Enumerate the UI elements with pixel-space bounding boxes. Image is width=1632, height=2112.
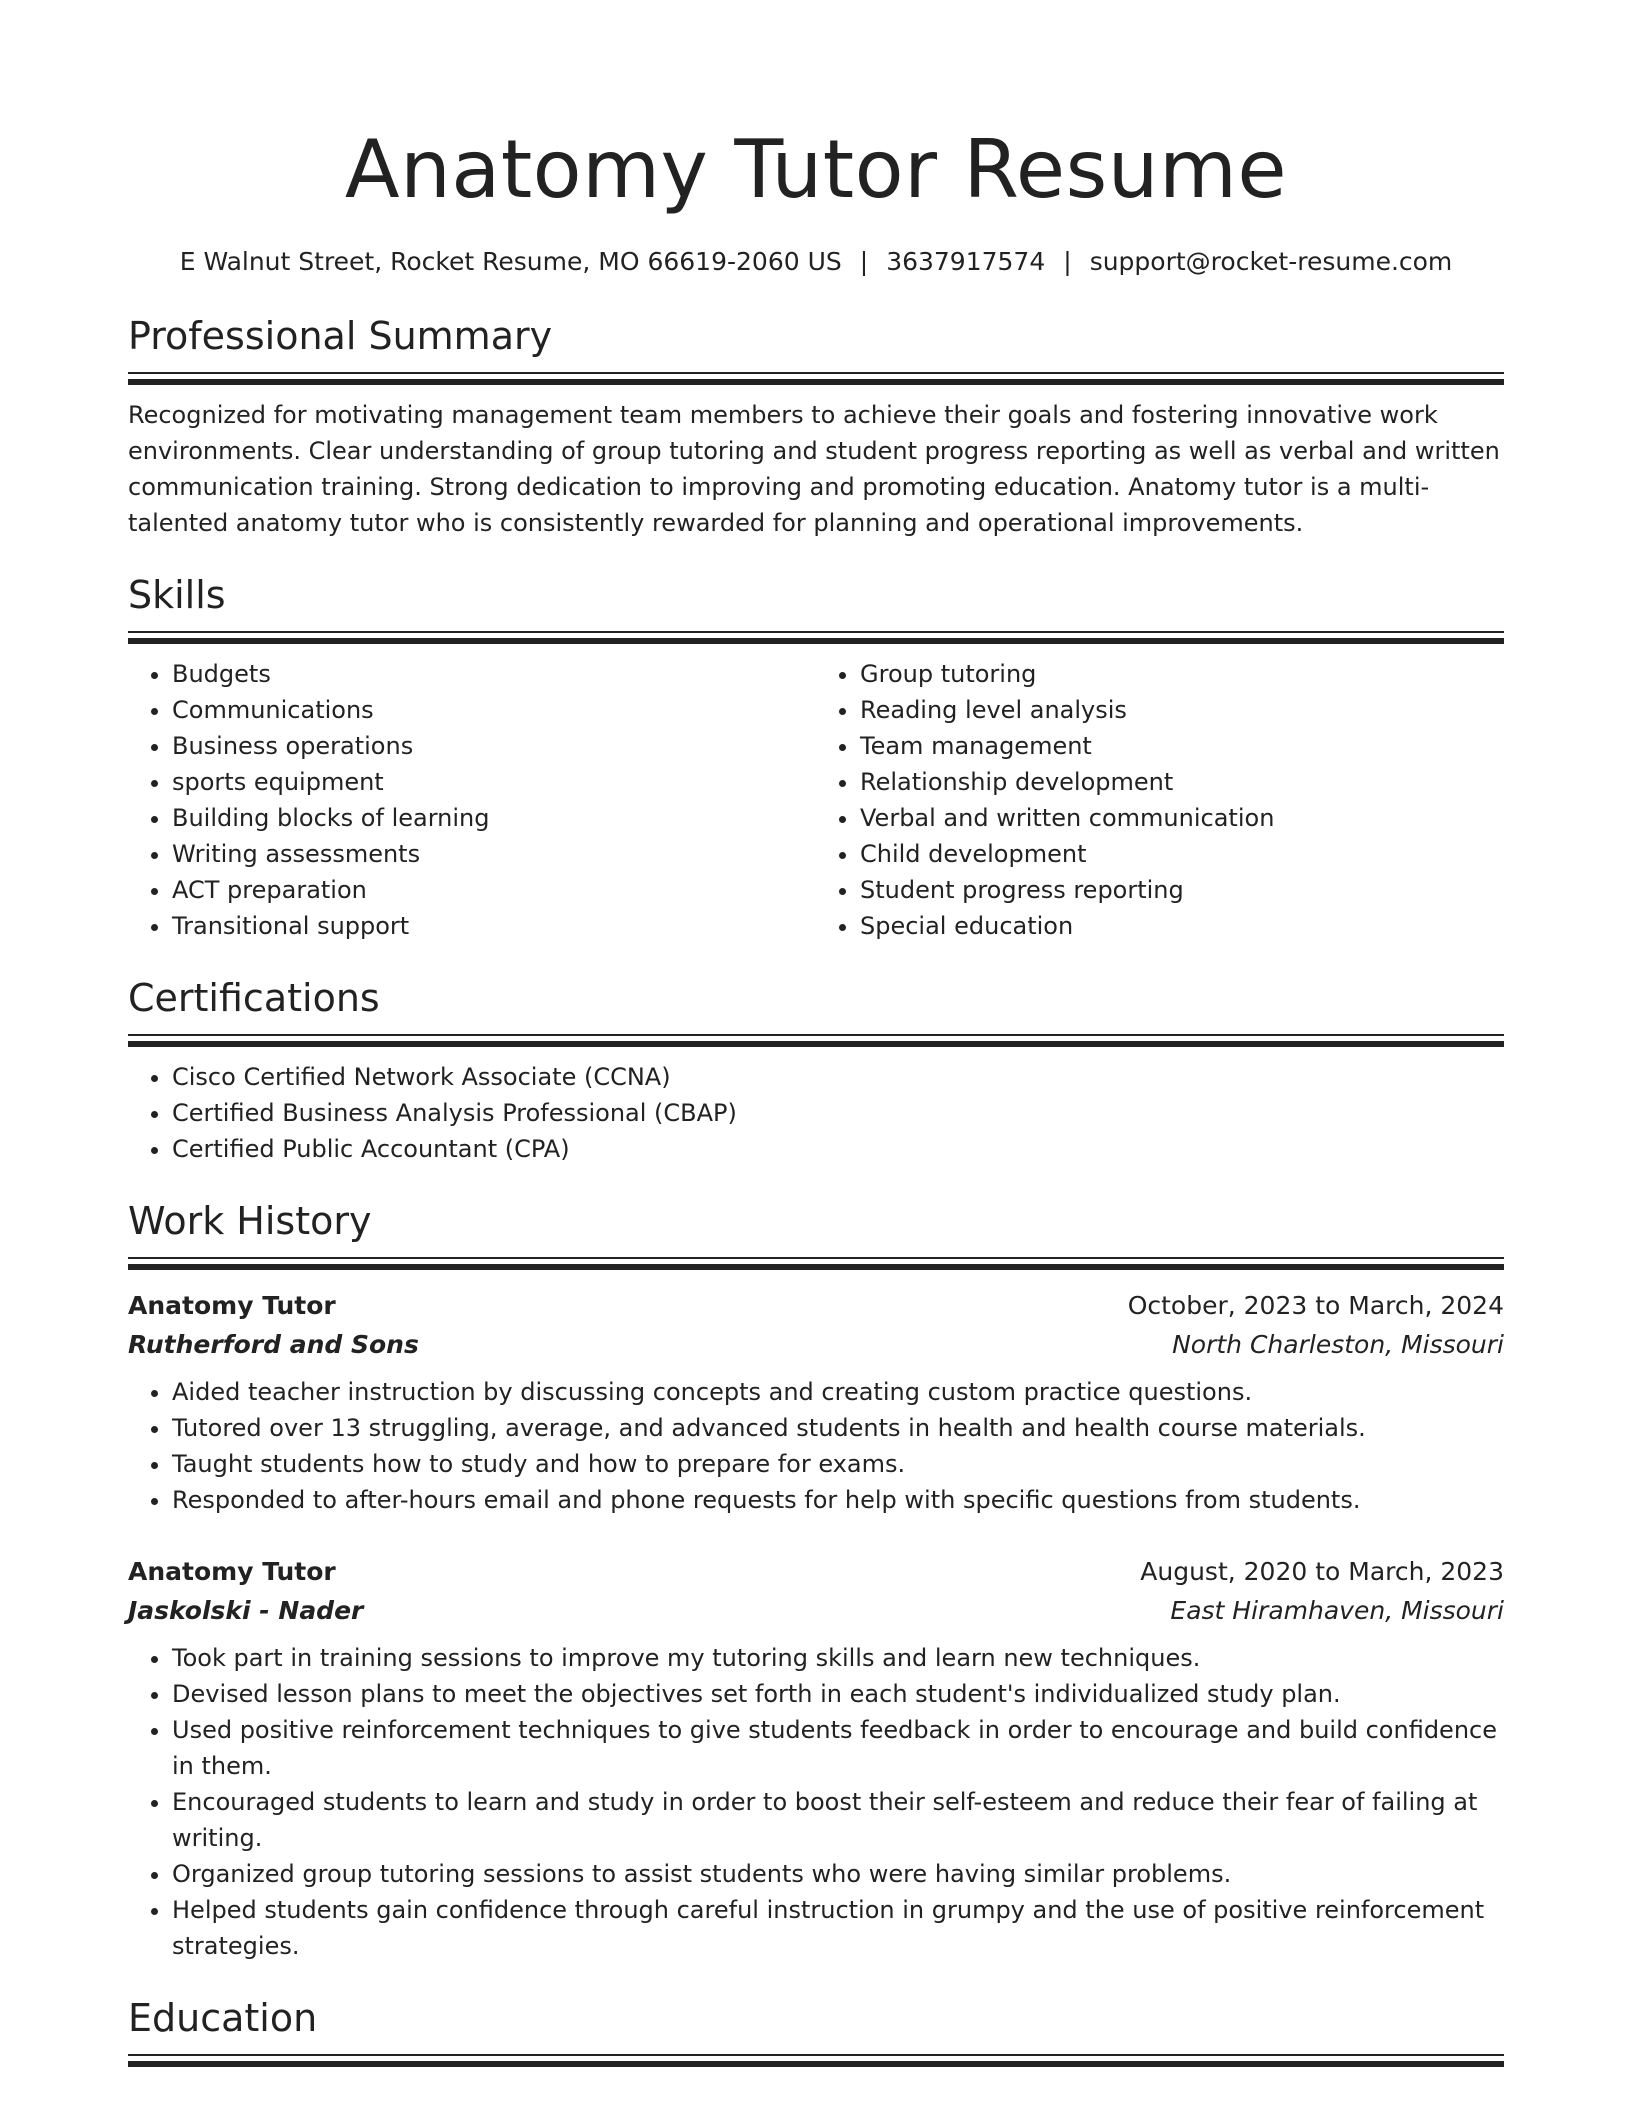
job-title: Anatomy Tutor — [128, 1291, 336, 1320]
education-heading: Education — [128, 1996, 318, 2040]
job-bullet: • Devised lesson plans to meet the objectives set forth in each student's individualized study plan. — [172, 1676, 1504, 1712]
certification-item: • Cisco Certified Network Associate (CCNA) — [172, 1059, 1504, 1095]
job-location: East Hiramhaven, Missouri — [1170, 1596, 1504, 1625]
job-entry — [128, 1286, 1504, 1518]
summary-section — [128, 310, 1504, 541]
skill-item: • Business operations — [172, 728, 816, 764]
skills-section — [128, 569, 1504, 944]
contact-email: support@rocket-resume.com — [1089, 247, 1453, 276]
job-header-row — [128, 1286, 1504, 1325]
skill-item: • sports equipment — [172, 764, 816, 800]
contact-line — [128, 242, 1504, 282]
work-history-heading: Work History — [128, 1199, 372, 1243]
skills-columns — [128, 656, 1504, 944]
job-entry — [128, 1552, 1504, 1964]
certifications-list — [128, 1059, 1504, 1167]
job-dates: October, 2023 to March, 2024 — [1127, 1291, 1504, 1320]
job-dates: August, 2020 to March, 2023 — [1140, 1557, 1504, 1586]
skills-list-left — [128, 656, 816, 944]
skills-list-right — [816, 656, 1504, 944]
job-bullet: • Responded to after-hours email and phone requests for help with specific questions from students. — [172, 1482, 1504, 1518]
job-bullet: • Aided teacher instruction by discussing concepts and creating custom practice questions. — [172, 1374, 1504, 1410]
job-company: Jaskolski - Nader — [128, 1596, 364, 1625]
skill-item: • Child development — [860, 836, 1504, 872]
job-title: Anatomy Tutor — [128, 1557, 336, 1586]
contact-address: E Walnut Street, Rocket Resume, MO 66619-2060 US — [179, 247, 842, 276]
job-bullets — [128, 1640, 1504, 1964]
section-divider — [128, 1034, 1504, 1047]
job-bullet: • Used positive reinforcement techniques to give students feedback in order to encourage and build confidence in them. — [172, 1712, 1504, 1784]
skill-item: • ACT preparation — [172, 872, 816, 908]
skill-item: • Special education — [860, 908, 1504, 944]
job-header-row — [128, 1552, 1504, 1591]
job-bullet: • Took part in training sessions to improve my tutoring skills and learn new techniques. — [172, 1640, 1504, 1676]
skill-item: • Student progress reporting — [860, 872, 1504, 908]
certification-item: • Certified Business Analysis Professional (CBAP) — [172, 1095, 1504, 1131]
certification-item: • Certified Public Accountant (CPA) — [172, 1131, 1504, 1167]
job-bullet: • Encouraged students to learn and study in order to boost their self-esteem and reduce their fear of failing at writing. — [172, 1784, 1504, 1856]
section-divider — [128, 2054, 1504, 2067]
education-section — [128, 1992, 1504, 2067]
job-company: Rutherford and Sons — [128, 1330, 419, 1359]
skill-item: • Group tutoring — [860, 656, 1504, 692]
job-bullet: • Tutored over 13 struggling, average, and advanced students in health and health course materials. — [172, 1410, 1504, 1446]
summary-heading: Professional Summary — [128, 314, 553, 358]
contact-separator: | — [859, 247, 869, 276]
skill-item: • Transitional support — [172, 908, 816, 944]
job-bullets — [128, 1374, 1504, 1518]
contact-separator: | — [1063, 247, 1072, 276]
job-bullet: • Taught students how to study and how to prepare for exams. — [172, 1446, 1504, 1482]
section-divider — [128, 1257, 1504, 1270]
skill-item: • Communications — [172, 692, 816, 728]
skill-item: • Reading level analysis — [860, 692, 1504, 728]
skill-item: • Verbal and written communication — [860, 800, 1504, 836]
job-bullet: • Helped students gain confidence through careful instruction in grumpy and the use of positive reinforcement strategies. — [172, 1892, 1504, 1964]
resume-page — [128, 110, 1504, 2067]
skill-item: • Writing assessments — [172, 836, 816, 872]
skill-item: • Team management — [860, 728, 1504, 764]
job-company-row — [128, 1325, 1504, 1364]
certifications-heading: Certifications — [128, 976, 380, 1020]
skill-item: • Building blocks of learning — [172, 800, 816, 836]
work-history-section — [128, 1195, 1504, 1964]
resume-title: Anatomy Tutor Resume — [344, 123, 1288, 216]
job-company-row — [128, 1591, 1504, 1630]
section-divider — [128, 631, 1504, 644]
job-location: North Charleston, Missouri — [1172, 1330, 1504, 1359]
skills-heading: Skills — [128, 573, 226, 617]
skill-item: • Relationship development — [860, 764, 1504, 800]
contact-phone: 3637917574 — [886, 247, 1046, 276]
job-bullet: • Organized group tutoring sessions to assist students who were having similar problems. — [172, 1856, 1504, 1892]
certifications-section — [128, 972, 1504, 1167]
section-divider — [128, 372, 1504, 385]
skill-item: • Budgets — [172, 656, 816, 692]
summary-text: Recognized for motivating management team members to achieve their goals and fostering innovative work environments. Clear understanding of group tutoring and student progress reporting as well as verbal and written communication training. Strong dedication to improving and promoting education. Anatomy tutor is a multi-talented anatomy tutor who is consistently rewarded for planning and operational improvements. — [128, 401, 1500, 537]
